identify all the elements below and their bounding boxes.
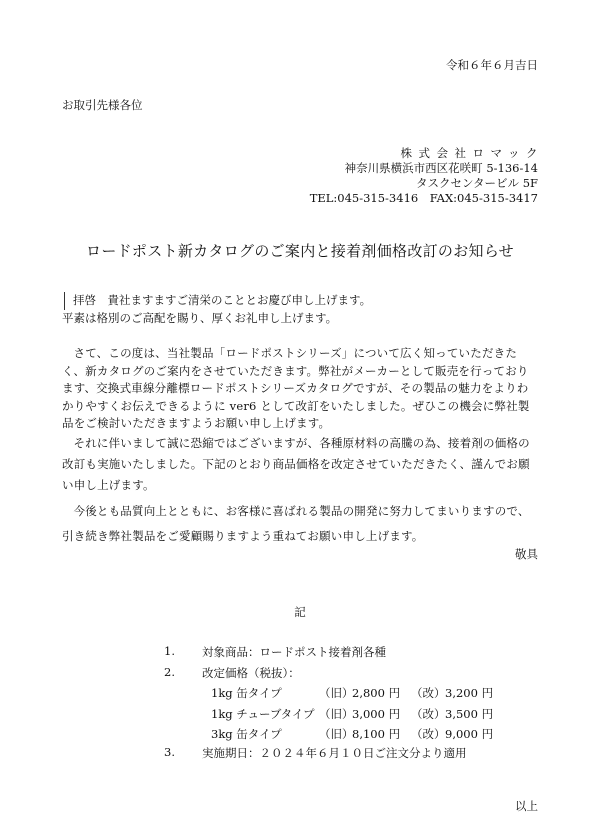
price-product: 3kg 缶タイプ [211,727,282,741]
company-building: タスクセンタービル 5F [416,176,538,190]
item-text: 対象商品：ロードポスト接着剤各種 [202,645,386,659]
ki-heading: 記 [294,605,306,619]
price-new-label: （改） [411,686,446,700]
recipient: お取引先様各位 [62,98,143,112]
price-product: 1kg チューブタイプ [211,707,315,721]
closing-keigu: 敬具 [515,547,538,561]
price-old-label: （旧） [319,727,354,741]
price-new: 3,500 円 [445,707,494,721]
document-date: 令和６年６月吉日 [446,58,538,72]
body-paragraph-3: 今後とも品質向上とともに、お客様に喜ばれる製品の開発に努力してまいりますので、引き続き弊社製品をご愛顧賜りますよう重ねてお願い申し上げます。 [62,503,530,543]
price-old: 3,000 円 [352,707,401,721]
price-old-label: （旧） [319,686,354,700]
price-new-label: （改） [411,707,446,721]
greeting [62,292,538,327]
price-new: 9,000 円 [445,727,494,741]
item-number: 1. [164,644,175,658]
item-number: 3. [164,745,175,759]
item-text: 改定価格（税抜）： [202,666,300,680]
company-address: 神奈川県横浜市西区花咲町 5-136-14 [344,161,538,175]
company-name: 株式会社ロマック [400,146,544,160]
company-contact: TEL:045-315-3416 FAX:045-315-3417 [309,191,538,205]
company-block [309,146,544,206]
greeting-line-1: 拝啓 貴社ますますご清栄のこととお慶び申し上げます。 [64,292,538,310]
price-old: 2,800 円 [352,686,401,700]
greeting-line-2: 平素は格別のご高配を賜り、厚くお礼申し上げます。 [62,310,338,325]
price-new-label: （改） [411,727,446,741]
closing-ijo: 以上 [515,799,538,813]
price-new: 3,200 円 [445,686,494,700]
item-text: 実施期日：２０２４年６月１０日ご注文分より適用 [202,746,467,760]
document-title: ロードポスト新カタログのご案内と接着剤価格改訂のお知らせ [86,242,514,260]
price-old-label: （旧） [319,707,354,721]
body-paragraph-1: さて、この度は、当社製品「ロードポストシリーズ」について広く知っていただきたく、新カタログのご案内をさせていただきます。弊社がメーカーとして販売を行っております、交換式車線分離標ロードポストシリーズカタログですが、その製品の魅力をよりわかりやすくお伝えできるように ver6 として改訂をいたしました。ぜひこの機会に弊社製品をご検討いただきますようお願い申し上げます。 [62,346,530,430]
price-product: 1kg 缶タイプ [211,686,282,700]
item-number: 2. [164,665,175,679]
price-old: 8,100 円 [352,727,401,741]
body-text [62,345,538,549]
body-paragraph-2: それに伴いまして誠に恐縮ではございますが、各種原材料の高騰の為、接着剤の価格の改訂も実施いたしました。下記のとおり商品価格を改定させていただきたく、謹んでお願い申し上げます。 [62,435,530,492]
